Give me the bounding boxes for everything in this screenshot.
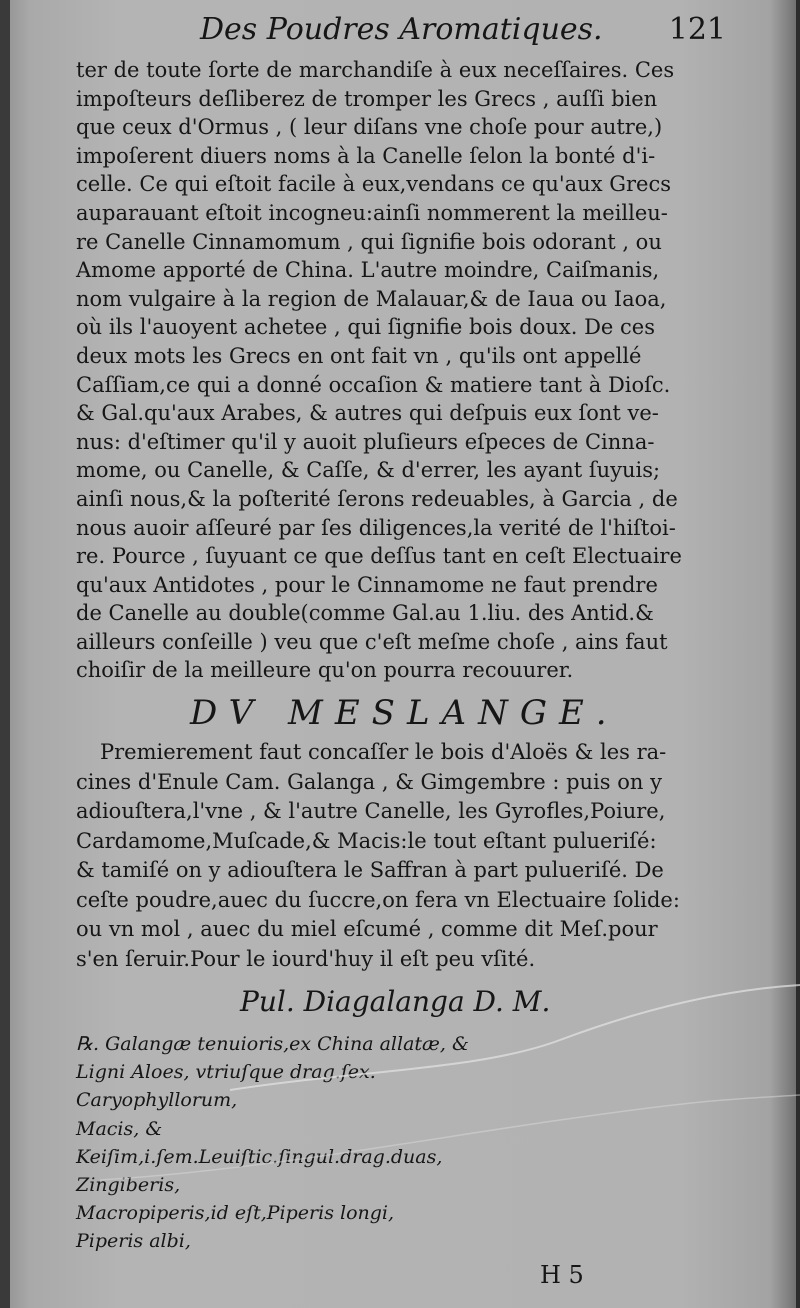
page-left-shadow	[0, 0, 10, 1308]
text-line: & tamiſé on y adiouſtera le Saffran à part pulueriſé. De	[76, 858, 664, 882]
recipe-line: ℞. Galangæ tenuioris,ex China allatæ, &	[76, 1033, 469, 1055]
text-line: adiouſtera,l'vne , & l'autre Canelle, les Gyrofles,Poiure,	[76, 799, 666, 823]
text-line: qu'aux Antidotes , pour le Cinnamome ne faut prendre	[76, 572, 658, 597]
page-right-shadow	[796, 0, 800, 1308]
text-line: Cardamome,Muſcade,& Macis:le tout eſtant pulueriſé:	[76, 828, 657, 853]
recipe-title: Pul. Diagalanga D. M.	[240, 985, 551, 1018]
text-line: ainſi nous,& la poſterité ſerons redeuables, à Garcia , de	[76, 486, 678, 511]
text-line: de Canelle au double(comme Gal.au 1.liu. des Antid.&	[76, 601, 654, 626]
running-title: Des Poudres Aromatiques.	[200, 12, 603, 47]
text-line: celle. Ce qui eſtoit facile à eux,vendans ce qu'aux Grecs	[76, 172, 672, 197]
text-line: Premierement faut concaſſer le bois d'Aloës & les ra-	[100, 740, 667, 764]
section-heading: DV MESLANGE.	[190, 693, 619, 733]
signature-mark: H 5	[540, 1261, 584, 1289]
text-line: auparauant eſtoit incogneu:ainſi nommerent la meilleu-	[76, 200, 668, 225]
text-line: cines d'Enule Cam. Galanga , & Gimgembre : puis on y	[76, 769, 662, 794]
text-line: re. Pource , ſuyuant ce que deſſus tant en ceſt Electuaire	[76, 544, 682, 569]
text-line: s'en ſeruir.Pour le iourd'huy il eſt peu vſité.	[76, 946, 536, 971]
recipe-line: Macropiperis,id eſt,Piperis longi,	[76, 1202, 395, 1225]
body-paragraph	[76, 56, 716, 685]
recipe-line: Macis, &	[76, 1117, 163, 1140]
melange-paragraph	[76, 738, 716, 974]
recipe-line: Keiſim,i.ſem.Leuiſtic.ſingul.drag.duas,	[76, 1145, 443, 1168]
text-line: Caſſiam,ce qui a donné occaſion & matiere tant à Dioſc.	[76, 372, 671, 397]
text-line: mome, ou Canelle, & Caſſe, & d'errer, les ayant ſuyuis;	[76, 458, 661, 483]
text-line: impoſerent diuers noms à la Canelle ſelon la bonté d'i-	[76, 143, 656, 168]
recipe-line: Zingiberis,	[76, 1173, 181, 1196]
text-line: & Gal.qu'aux Arabes, & autres qui deſpuis eux ſont ve-	[76, 401, 659, 426]
recipe-list	[76, 1030, 556, 1256]
text-line: choiſir de la meilleure qu'on pourra recouurer.	[76, 658, 574, 683]
text-line: que ceux d'Ormus , ( leur diſans vne choſe pour autre,)	[76, 115, 663, 140]
text-line: deux mots les Grecs en ont fait vn , qu'ils ont appellé	[76, 343, 642, 368]
text-line: où ils l'auoyent achetee , qui ſignifie bois doux. De ces	[76, 315, 655, 340]
recipe-line: Piperis albi,	[76, 1230, 191, 1253]
text-line: Amome apporté de China. L'autre moindre, Caiſmanis,	[76, 258, 660, 283]
text-line: impoſteurs deſliberez de tromper les Grecs , auſſi bien	[76, 86, 658, 111]
text-line: nom vulgaire à la region de Malauar,& de Iaua ou Iaoa,	[76, 286, 667, 311]
text-line: nous auoir aſſeuré par ſes diligences,la verité de l'hiſtoi-	[76, 515, 676, 540]
page-number: 121	[668, 12, 726, 47]
text-line: ailleurs conſeille ) veu que c'eſt meſme choſe , ains faut	[76, 629, 668, 654]
recipe-line: Ligni Aloes, vtriuſque drag.ſex.	[76, 1061, 376, 1084]
text-line: ou vn mol , auec du miel eſcumé , comme dit Meſ.pour	[76, 917, 658, 941]
text-line: re Canelle Cinnamomum , qui ſignifie bois odorant , ou	[76, 229, 662, 254]
text-line: nus: d'eſtimer qu'il y auoit pluſieurs eſpeces de Cinna-	[76, 429, 655, 454]
recipe-line: Caryophyllorum,	[76, 1089, 238, 1112]
text-line: ter de toute ſorte de marchandiſe à eux neceſſaires. Ces	[76, 58, 675, 82]
text-line: ceſte poudre,auec du ſuccre,on fera vn Electuaire ſolide:	[76, 887, 680, 912]
